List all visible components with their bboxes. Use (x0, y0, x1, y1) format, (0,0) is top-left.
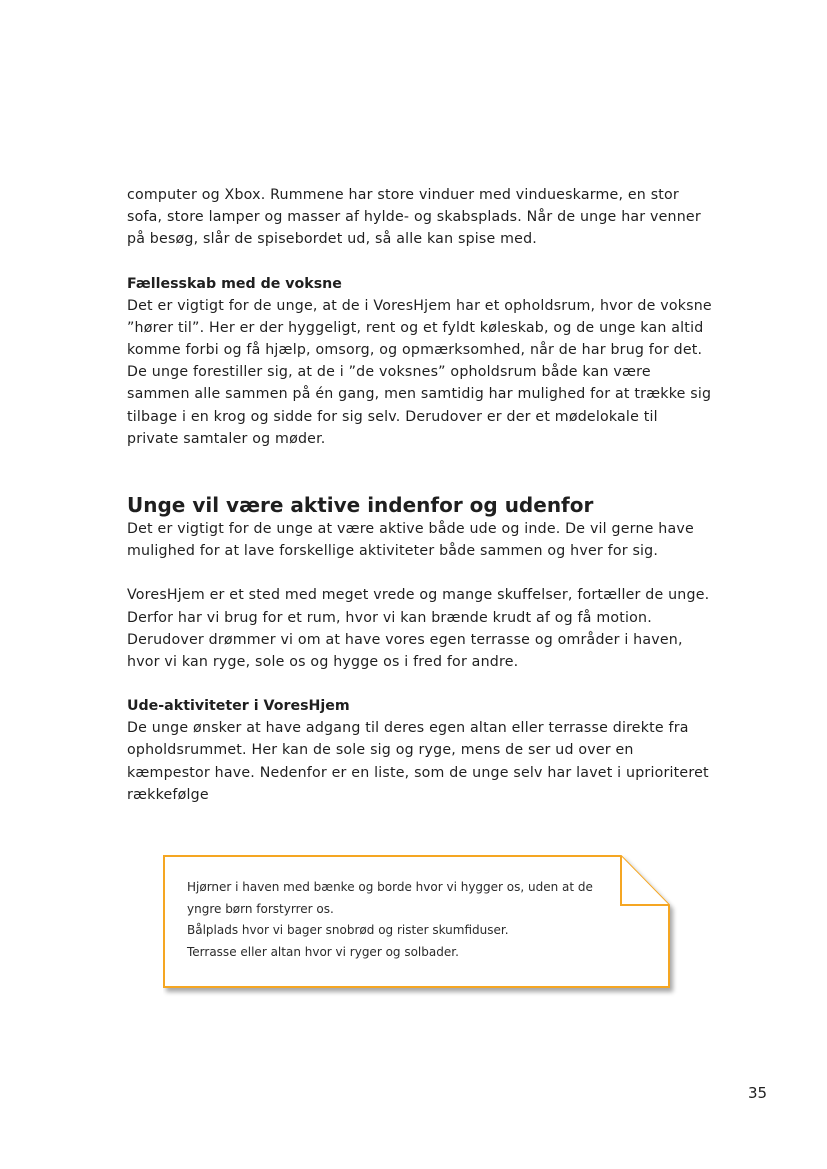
note-item: Hjørner i haven med bænke og borde hvor vi hygger os, uden at de yngre børn forstyrrer os. (187, 880, 593, 916)
note-item: Terrasse eller altan hvor vi ryger og solbader. (187, 944, 459, 959)
section-body-faellesskab: Det er vigtigt for de unge, at de i VoresHjem har et opholdsrum, hvor de voksne ”hører til”. Her er der hyggeligt, rent og et fyldt køleskab, og de unge kan altid komme forbi og få hjælp, omsorg, og opmærksomhed, når de har brug for det. De unge forestiller sig, at de i ”de voksnes” opholdsrum både kan være sammen alle sammen på én gang, men samtidig har mulighed for at trække sig tilbage i en krog og sidde for sig selv. Derudover er der et mødelokale til private samtaler og møder. (127, 297, 712, 447)
section-heading-ude-aktiviteter: Ude-aktiviteter i VoresHjem (127, 698, 350, 715)
note-list (187, 877, 617, 963)
paragraph-aktive-2: VoresHjem er et sted med meget vrede og mange skuffelser, fortæller de unge. Derfor har vi brug for et rum, hvor vi kan brænde krudt af og få motion. Derudover drømmer vi om at have vores egen terrasse og områder i haven, hvor vi kan ryge, sole os og hygge os i fred for andre. (127, 587, 710, 671)
note-item: Bålplads hvor vi bager snobrød og rister skumfiduser. (187, 923, 509, 937)
section-body-ude-aktiviteter: De unge ønsker at have adgang til deres egen altan eller terrasse direkte fra opholdsrummet. Her kan de sole sig og ryge, mens de ser ud over en kæmpestor have. Nedenfor er en liste, som de unge selv har lavet i uprioriteret rækkefølge (127, 720, 709, 803)
section-heading-faellesskab: Fællesskab med de voksne (127, 275, 342, 292)
intro-paragraph: computer og Xbox. Rummene har store vinduer med vindueskarme, en stor sofa, store lamper og masser af hylde- og skabsplads. Når de unge har venner på besøg, slår de spisebordet ud, så alle kan spise med. (127, 187, 701, 248)
page-number: 35 (748, 1084, 768, 1102)
paragraph-aktive-1: Det er vigtigt for de unge at være aktive både ude og inde. De vil gerne have mulighed for at lave forskellige aktiviteter både sammen og hver for sig. (127, 521, 694, 560)
page-body (127, 184, 712, 806)
main-heading-aktive: Unge vil være aktive indenfor og udenfor (127, 493, 594, 518)
note-box (163, 855, 670, 988)
